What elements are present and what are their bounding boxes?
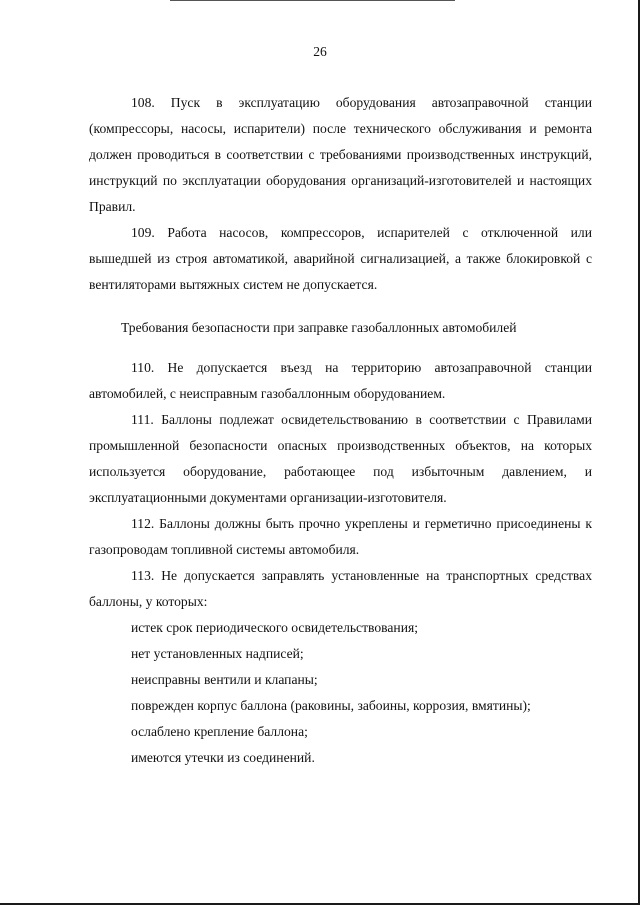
- list-item: неисправны вентили и клапаны;: [131, 672, 318, 687]
- list-item: поврежден корпус баллона (раковины, забоины, коррозия, вмятины);: [131, 698, 531, 713]
- paragraph-110: 110. Не допускается въезд на территорию автозаправочной станции автомобилей, с неисправным газобаллонным оборудованием.: [89, 360, 592, 401]
- paragraph-108: 108. Пуск в эксплуатацию оборудования автозаправочной станции (компрессоры, насосы, испарители) после технического обслуживания и ремонта должен проводиться в соответствии с требованиями производственных инструкций, инструкций по эксплуатации оборудования организаций-изготовителей и настоящих Правил.: [89, 95, 592, 214]
- defect-list: [89, 615, 592, 771]
- list-item: имеются утечки из соединений.: [131, 750, 315, 765]
- page-content: [89, 90, 592, 771]
- list-item: ослаблено крепление баллона;: [131, 724, 308, 739]
- paragraph-113: 113. Не допускается заправлять установленные на транспортных средствах баллоны, у которых:: [89, 568, 592, 609]
- paragraph-112: 112. Баллоны должны быть прочно укреплены и герметично присоединены к газопроводам топливной системы автомобиля.: [89, 516, 592, 557]
- list-item: нет установленных надписей;: [131, 646, 304, 661]
- paragraph-109: 109. Работа насосов, компрессоров, испарителей с отключенной или вышедшей из строя автоматикой, аварийной сигнализацией, а также блокировкой с вентиляторами вытяжных систем не допускается.: [89, 225, 592, 292]
- top-edge-line: [170, 0, 455, 1]
- page-number: 26: [313, 44, 327, 59]
- list-item: истек срок периодического освидетельствования;: [131, 620, 418, 635]
- section-heading: Требования безопасности при заправке газобаллонных автомобилей: [121, 320, 517, 335]
- paragraph-111: 111. Баллоны подлежат освидетельствованию в соответствии с Правилами промышленной безопасности опасных производственных объектов, на которых используется оборудование, работающее под избыточным давлением, и эксплуатационными документами организации-изготовителя.: [89, 412, 592, 505]
